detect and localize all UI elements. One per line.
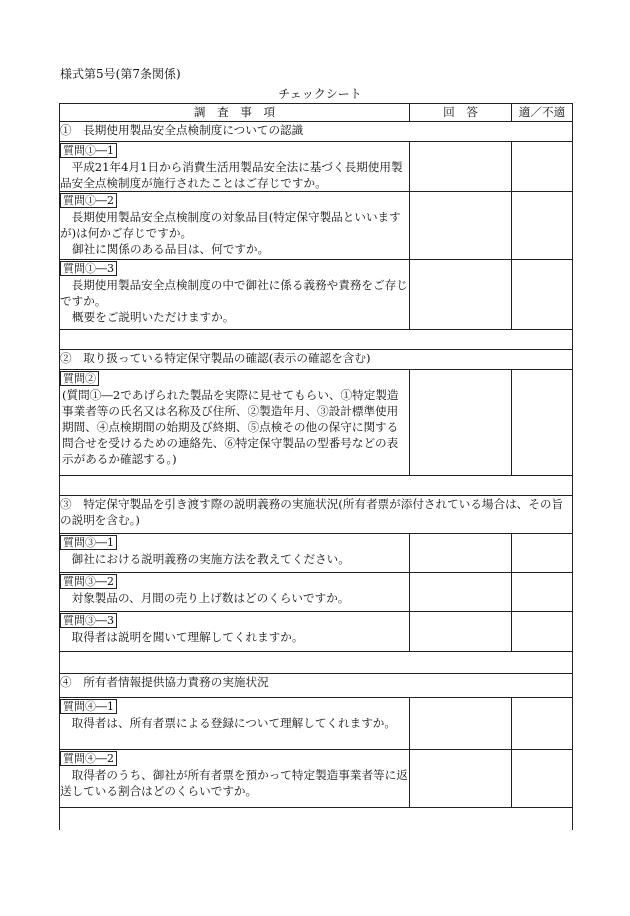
question-cell [60,534,410,573]
question-cell [60,370,410,476]
question-row [60,260,573,330]
question-text: 取得者は説明を聞いて理解してくれますか。 [71,630,304,644]
question-label: 質問④―2 [60,751,117,766]
header-item: 調 査 事 項 [60,104,410,122]
question-text: 取得者のうち、御社が所有者票を預かって特定製造事業者等に返送している割合はどのくらいですか。 [60,768,408,798]
checklist-table [59,103,573,830]
spacer [60,330,573,350]
question-label: 質問①―2 [60,193,117,208]
question-text: 御社における説明義務の実施方法を教えてください。 [71,552,350,566]
answer-cell[interactable] [410,192,512,260]
question-label: 質問③―3 [60,613,117,628]
spacer-row [60,808,573,831]
fit-cell[interactable] [512,370,573,476]
section-2-title: ② 取り扱っている特定保守製品の確認(表示の確認を含む) [60,350,573,370]
answer-cell[interactable] [410,370,512,476]
spacer [60,652,573,674]
answer-cell[interactable] [410,142,512,192]
fit-cell[interactable] [512,612,573,652]
question-cell [60,260,410,330]
section-1-row [60,122,573,142]
fit-cell[interactable] [512,142,573,192]
fit-cell[interactable] [512,192,573,260]
spacer [60,476,573,496]
question-cell [60,142,410,192]
question-label: 質問③―2 [60,574,117,589]
question-text: 平成21年4月1日から消費生活用製品安全法に基づく長期使用製品安全点検制度が施行されたことはご存じですか。 [60,160,403,190]
question-cell [60,612,410,652]
question-label: 質問①―1 [60,143,117,158]
section-1-title: ① 長期使用製品安全点検制度についての認識 [60,122,573,142]
section-3-title: ③ 特定保守製品を引き渡す際の説明義務の実施状況(所有者票が添付されている場合は、その旨の説明を含む。) [60,496,573,534]
section-4-row [60,674,573,698]
header-answer: 回 答 [410,104,512,122]
question-text: (質問①―2であげられた製品を実際に見せてもらい、①特定製造事業者等の氏名又は名称及び住所、②製造年月、③設計標準使用期間、④点検期間の始期及び終期、⑤点検その他の保守に関する問合せを受けるための連絡先、⑥特定保守製品の型番号などの表示があるか確認する。) [62,388,399,466]
fit-cell[interactable] [512,534,573,573]
question-row [60,573,573,612]
header-row [60,104,573,122]
question-subtext: 御社に関係のある品目は、何ですか。 [72,242,270,256]
question-label: 質問①―3 [60,261,117,276]
fit-cell[interactable] [512,573,573,612]
section-2-row [60,350,573,370]
form-number: 様式第5号(第7条関係) [60,67,181,81]
answer-cell[interactable] [410,534,512,573]
spacer [60,808,573,831]
fit-cell[interactable] [512,698,573,750]
question-text: 長期使用製品安全点検制度の中で御社に係る義務や責務をご存じですか。 [60,278,408,308]
spacer-row [60,476,573,496]
question-cell [60,698,410,750]
spacer-row [60,330,573,350]
question-text: 取得者は、所有者票による登録について理解してくれますか。 [71,716,396,730]
question-cell [60,192,410,260]
header-fit: 適／不適 [512,104,573,122]
answer-cell[interactable] [410,260,512,330]
question-text: 長期使用製品安全点検制度の対象品目(特定保守製品といいますが)は何かご存じですか。 [60,210,401,240]
question-row [60,192,573,260]
answer-cell[interactable] [410,573,512,612]
fit-cell[interactable] [512,260,573,330]
question-row [60,534,573,573]
question-cell [60,573,410,612]
section-4-title: ④ 所有者情報提供協力責務の実施状況 [60,674,573,698]
spacer-row [60,652,573,674]
question-label: 質問④―1 [60,699,117,714]
question-row [60,698,573,750]
answer-cell[interactable] [410,612,512,652]
sheet-title: チェックシート [278,87,362,101]
question-row [60,612,573,652]
fit-cell[interactable] [512,750,573,808]
question-row [60,142,573,192]
answer-cell[interactable] [410,750,512,808]
question-subtext: 概要をご説明いただけますか。 [72,310,235,324]
question-text: 対象製品の、月間の売り上げ数はどのくらいですか。 [71,591,350,605]
section-3-row [60,496,573,534]
question-row [60,370,573,476]
question-label: 質問③―1 [60,535,117,550]
question-label: 質問② [60,371,99,386]
question-cell [60,750,410,808]
question-row [60,750,573,808]
answer-cell[interactable] [410,698,512,750]
